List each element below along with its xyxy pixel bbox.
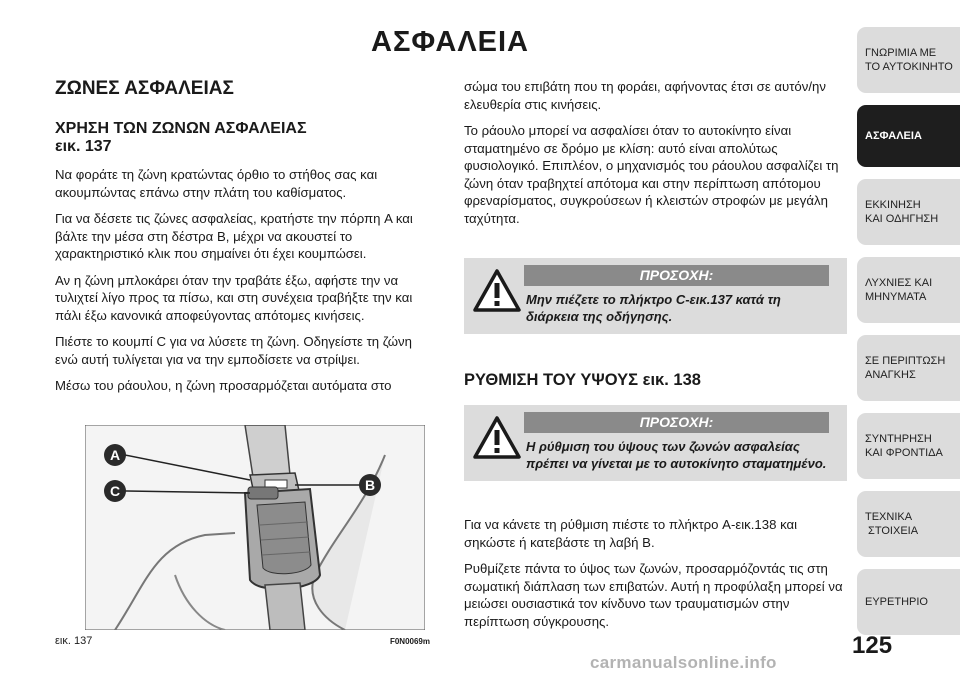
tab-label: ΛΥΧΝΙΕΣ ΚΑΙ — [865, 277, 933, 289]
tab-label: ΚΑΙ ΦΡΟΝΤΙΔΑ — [865, 447, 943, 459]
tab-label: ΜΗΝΥΜΑΤΑ — [865, 291, 927, 303]
tab-technical-data[interactable] — [857, 491, 960, 557]
tab-label: ΣΕ ΠΕΡΙΠΤΩΣΗ — [865, 355, 946, 367]
paragraph: Ρυθμίζετε πάντα το ύψος των ζωνών, προσαρμόζοντάς τις στη σωματική διάπλαση των επιβατών. Αυτή η προφύλαξη μπορεί να μειώσει ουσιαστικά τον κίνδυνο των τραυματισμών στην περίπτωση σύγκρουσης. — [464, 561, 843, 629]
warning-line: Μην πιέζετε το πλήκτρο C-εικ.137 κατά τη — [526, 292, 781, 307]
warning-heading: ΠΡΟΣΟΧΗ: — [524, 265, 829, 286]
subheading-line-2: εικ. 137 — [55, 138, 112, 155]
paragraph: Για να δέσετε τις ζώνες ασφαλείας, κρατήστε την πόρπη A και βάλτε την μέσα στη δέστρα B, μέχρι να ακουστεί το χαρακτηριστικό κλικ που σημαίνει ότι έχει κουμπώσει. — [55, 211, 413, 261]
warning-line: Η ρύθμιση του ύψους των ζωνών ασφαλείας — [526, 439, 800, 454]
figure-caption: εικ. 137 — [55, 635, 93, 647]
callout-c-label: C — [109, 483, 121, 499]
warning-heading: ΠΡΟΣΟΧΗ: — [524, 412, 829, 433]
watermark: carmanualsonline.info — [590, 653, 777, 672]
paragraph: Να φοράτε τη ζώνη κρατώντας όρθιο το στήθος σας και ακουμπώντας επάνω στην πλάτη του καθίσματος. — [55, 167, 378, 200]
tab-label: ΚΑΙ ΟΔΗΓΗΣΗ — [865, 213, 939, 225]
tab-emergency[interactable] — [857, 335, 960, 401]
section-heading-seatbelts: ΖΩΝΕΣ ΑΣΦΑΛΕΙΑΣ — [55, 78, 234, 99]
left-column — [55, 78, 433, 404]
tab-label: ΑΝΑΓΚΗΣ — [865, 369, 916, 381]
right-column — [464, 78, 849, 236]
warning-line: διάρκεια της οδήγησης. — [526, 309, 673, 324]
callout-c — [104, 480, 126, 502]
warning-triangle-icon — [472, 415, 522, 460]
tab-maintenance[interactable] — [857, 413, 960, 479]
subheading-using-seatbelts — [55, 120, 433, 156]
tab-label: ΣΤΟΙΧΕΙΑ — [865, 525, 919, 537]
paragraph: Αν η ζώνη μπλοκάρει όταν την τραβάτε έξω, αφήστε την να τυλιχτεί λίγο προς τα πίσω, και στη συνέχεια τραβήξτε την και πάλι έξω κανονικά αποφεύγοντας απότομες κινήσεις. — [55, 272, 413, 323]
warning-triangle-icon — [472, 268, 522, 313]
paragraph: σώμα του επιβάτη που τη φοράει, αφήνοντας έτσι σε αυτόν/ην ελευθερία στις κινήσεις. — [464, 79, 826, 112]
tab-index[interactable] — [857, 569, 960, 635]
warning-text — [526, 291, 836, 325]
warning-line: πρέπει να γίνεται με το αυτοκίνητο σταματημένο. — [526, 456, 827, 471]
tab-label: ΤΕΧΝΙΚΑ — [865, 511, 913, 523]
paragraph: Μέσω του ράουλου, η ζώνη προσαρμόζεται αυτόματα στο — [55, 378, 392, 393]
tab-label: ΣΥΝΤΗΡΗΣΗ — [865, 433, 932, 445]
tab-label: ΑΣΦΑΛΕΙΑ — [865, 130, 922, 142]
tab-getting-to-know[interactable] — [857, 27, 960, 93]
figure-code: F0N0069m — [389, 637, 430, 646]
tab-safety[interactable] — [857, 105, 960, 167]
warning-box-2 — [464, 405, 847, 481]
warning-box-1 — [464, 258, 847, 334]
callout-a — [104, 444, 126, 466]
section-heading-height-adjustment: ΡΥΘΜΙΣΗ ΤΟΥ ΥΨΟΥΣ εικ. 138 — [464, 371, 701, 389]
tab-label: ΓΝΩΡΙΜΙΑ ΜΕ — [865, 47, 937, 59]
tab-warning-lights[interactable] — [857, 257, 960, 323]
chapter-tabs — [857, 27, 960, 647]
right-column-lower — [464, 516, 849, 639]
tab-label: ΤΟ ΑΥΤΟΚΙΝΗΤΟ — [865, 61, 953, 73]
page-number: 125 — [852, 632, 893, 659]
tab-label: ΕΥΡΕΤΗΡΙΟ — [865, 596, 928, 608]
paragraph: Το ράουλο μπορεί να ασφαλίσει όταν το αυτοκίνητο είναι σταματημένο σε δρόμο με κλίση: αυτό είναι απολύτως φυσιολογικό. Επιπλέον, ο μηχανισμός του ράουλου ασφαλίζει τη ζώνη όταν τραβηχτεί απότομα και στην περίπτωση απότομου φρεναρίσματος, συγκρούσεων ή κλειστών στροφών με μεγάλη ταχύτητα. — [464, 123, 839, 226]
page-title: ΑΣΦΑΛΕΙΑ — [371, 26, 529, 58]
tab-starting-driving[interactable] — [857, 179, 960, 245]
callout-b — [359, 474, 381, 496]
paragraph: Για να κάνετε τη ρύθμιση πιέστε το πλήκτρο A-εικ.138 και σηκώστε ή κατεβάστε τη λαβή B. — [464, 517, 798, 550]
paragraph: Πιέστε το κουμπί C για να λύσετε τη ζώνη. Οδηγείστε τη ζώνη ενώ αυτή τυλίγεται για να την εμποδίσετε να στρίψει. — [55, 334, 412, 367]
seatbelt-buckle-illustration — [85, 425, 425, 630]
figure-137 — [55, 425, 433, 647]
callout-b-label: B — [364, 477, 376, 493]
tab-label: ΕΚΚΙΝΗΣΗ — [865, 199, 921, 211]
warning-text — [526, 438, 836, 472]
subheading-line-1: ΧΡΗΣΗ ΤΩΝ ΖΩΝΩΝ ΑΣΦΑΛΕΙΑΣ — [55, 120, 307, 137]
callout-a-label: A — [109, 447, 121, 463]
